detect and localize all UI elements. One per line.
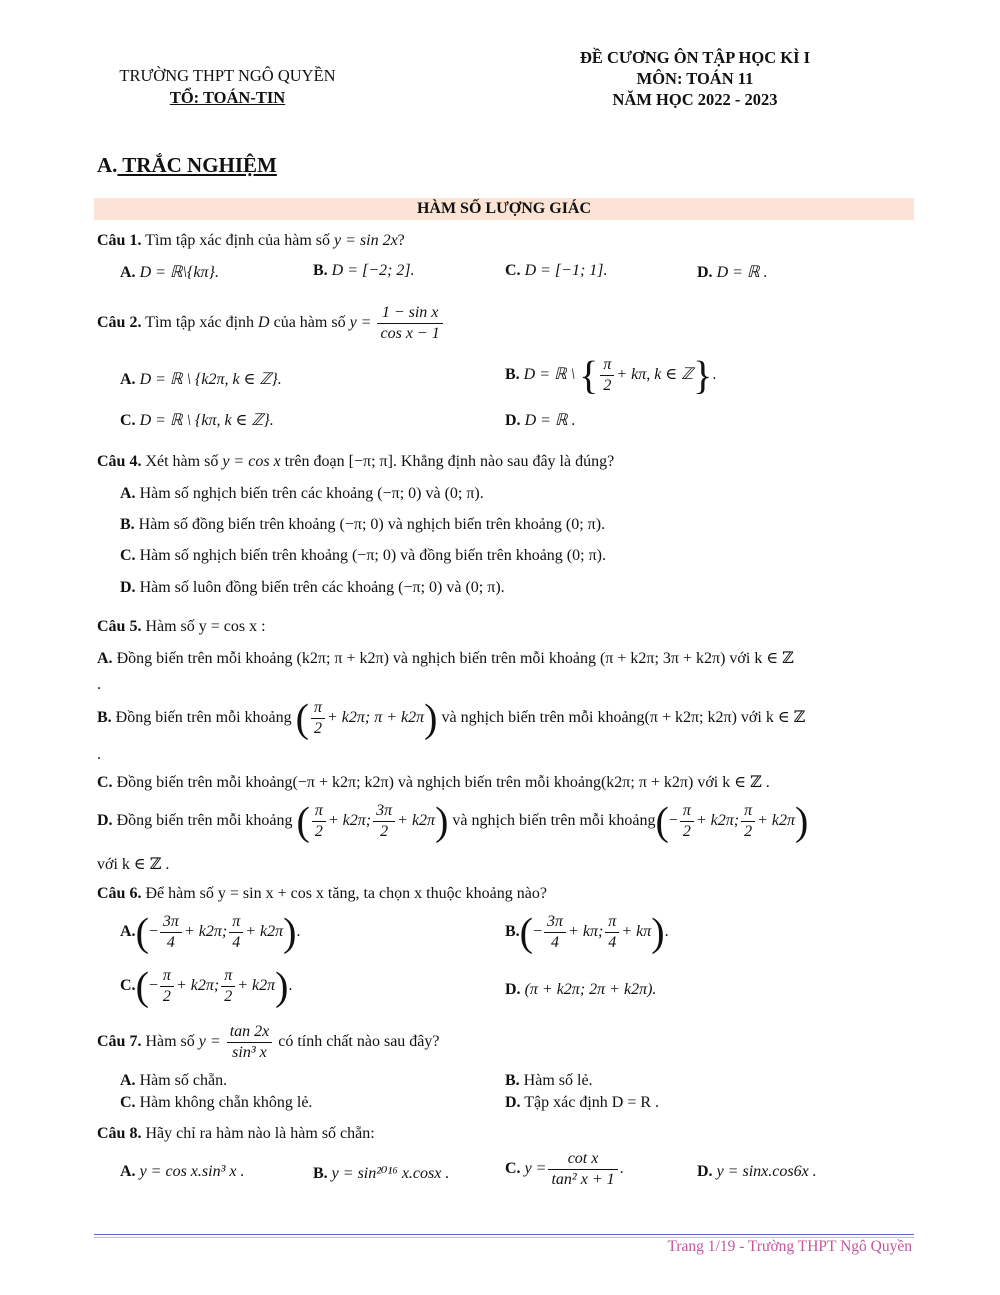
question-text: Tìm tập xác định của hàm số bbox=[141, 232, 334, 249]
option-label: B. bbox=[97, 709, 112, 727]
q2-option-b[interactable] bbox=[505, 352, 717, 398]
option-text: Đồng biến trên mỗi khoảng bbox=[111, 709, 296, 727]
fraction bbox=[311, 698, 325, 739]
topic-band bbox=[94, 198, 914, 220]
paren-close: ) bbox=[283, 909, 297, 955]
paren-close: ) bbox=[651, 909, 665, 955]
option-label: B. bbox=[313, 262, 328, 279]
question-text-3: Khẳng định nào sau đây là đúng? bbox=[396, 453, 615, 470]
option-label: C. bbox=[120, 412, 136, 429]
question-text-2: trên đoạn bbox=[280, 453, 349, 470]
q6-option-c[interactable]: C.(− $\frac{\pi}{2}$ + k2π; $\frac{\pi}{2}$ + k2π). bbox=[120, 963, 293, 1009]
option-formula: + kπ; bbox=[568, 923, 604, 941]
q2-option-d[interactable] bbox=[505, 410, 576, 430]
department-name: TỔ: TOÁN-TIN bbox=[169, 88, 286, 107]
denominator: tan² x + 1 bbox=[551, 1171, 615, 1188]
section-heading bbox=[97, 153, 277, 178]
option-label: D. bbox=[505, 1094, 521, 1111]
paren-open: ( bbox=[295, 695, 309, 741]
option-label: A. bbox=[120, 1163, 136, 1180]
subject-line: MÔN: TOÁN 11 bbox=[636, 69, 754, 88]
option-text: D = [−1; 1]. bbox=[524, 262, 608, 279]
q2-option-c[interactable] bbox=[120, 410, 274, 430]
denominator: 4 bbox=[166, 934, 175, 951]
option-text: y = cos x.sin³ x . bbox=[139, 1163, 245, 1180]
formula-lhs: y = bbox=[198, 1033, 221, 1051]
question-1 bbox=[97, 232, 405, 250]
question-text: Hàm số y = cos x : bbox=[141, 618, 266, 635]
question-text: Hàm số bbox=[141, 1033, 199, 1051]
option-text: D = ℝ \ {kπ, k ∈ ℤ}. bbox=[139, 412, 274, 429]
q5-option-b-dot bbox=[97, 746, 101, 764]
option-formula: + kπ bbox=[621, 923, 652, 941]
fraction bbox=[229, 912, 243, 953]
question-variable: D bbox=[258, 314, 270, 332]
question-text: Hãy chỉ ra hàm nào là hàm số chẵn: bbox=[141, 1125, 375, 1142]
option-text: y = sin²⁰¹⁶ x.cosx . bbox=[331, 1165, 450, 1182]
option-formula: + k2π; π + k2π bbox=[326, 709, 425, 727]
option-formula: + k2π; bbox=[175, 977, 220, 995]
q4-option-a[interactable] bbox=[120, 485, 484, 503]
option-text-2: + kπ, k ∈ ℤ bbox=[616, 366, 694, 384]
question-label: Câu 8. bbox=[97, 1125, 142, 1142]
option-label: D. bbox=[697, 1163, 713, 1180]
question-4 bbox=[97, 453, 614, 471]
question-formula: y = cos x bbox=[222, 453, 281, 470]
option-text: Hàm số đồng biến trên khoảng (−π; 0) và nghịch biến trên khoảng (0; π). bbox=[134, 516, 606, 533]
q1-option-c[interactable] bbox=[505, 262, 608, 280]
header-left bbox=[100, 65, 355, 109]
option-label: C. bbox=[505, 1160, 521, 1178]
numerator: π bbox=[680, 801, 694, 822]
footer-school: - Trường THPT Ngô Quyền bbox=[735, 1238, 912, 1255]
option-end: . bbox=[619, 1160, 624, 1178]
q2-option-a[interactable] bbox=[120, 369, 282, 389]
q1-option-b[interactable] bbox=[313, 262, 415, 280]
page-number: Trang 1/19 bbox=[667, 1238, 736, 1255]
numerator: 3π bbox=[544, 912, 566, 933]
option-text: Hàm không chẵn không lẻ. bbox=[135, 1094, 313, 1111]
option-label: A. bbox=[97, 650, 113, 667]
paren-open: ( bbox=[296, 798, 310, 844]
numerator: π bbox=[221, 966, 235, 987]
question-2 bbox=[97, 303, 445, 344]
paren-close: ) bbox=[424, 695, 438, 741]
option-text: y = sinx.cos6x . bbox=[716, 1163, 817, 1180]
denominator: 4 bbox=[232, 934, 241, 951]
fraction bbox=[312, 801, 326, 842]
fraction bbox=[741, 801, 755, 842]
option-formula: + k2π bbox=[245, 923, 284, 941]
paren-open: ( bbox=[135, 909, 149, 955]
option-label: A. bbox=[120, 485, 136, 502]
option-label: B. bbox=[313, 1165, 328, 1182]
question-6 bbox=[97, 885, 547, 903]
option-text-2: và nghịch biến trên mỗi khoảng bbox=[448, 812, 656, 830]
denominator: 2 bbox=[162, 988, 171, 1005]
question-text: Để hàm số y = sin x + cos x tăng, ta chọn x thuộc khoảng nào? bbox=[141, 885, 547, 902]
numerator: π bbox=[605, 912, 619, 933]
option-formula: + k2π bbox=[237, 977, 276, 995]
topic-title: HÀM SỐ LƯỢNG GIÁC bbox=[416, 200, 592, 217]
numerator: 3π bbox=[160, 912, 182, 933]
option-formula: + k2π bbox=[757, 812, 796, 830]
fraction bbox=[160, 966, 174, 1007]
q6-option-b[interactable]: B.(− $\frac{3\pi}{4}$ + kπ; $\frac{\pi}{4}$ + kπ). bbox=[505, 909, 669, 955]
brace-close: } bbox=[693, 352, 713, 398]
option-text: Hàm số nghịch biến trên khoảng (−π; 0) và đồng biến trên khoảng (0; π). bbox=[135, 547, 606, 564]
option-label: B. bbox=[120, 516, 135, 533]
option-text: D = ℝ \ bbox=[523, 366, 580, 384]
brace-open: { bbox=[579, 352, 599, 398]
question-label: Câu 2. bbox=[97, 314, 142, 332]
question-interval: [−π; π]. bbox=[348, 453, 397, 470]
option-text: Đồng biến trên mỗi khoảng(−π + k2π; k2π) và nghịch biến trên mỗi khoảng(k2π; π + k2π) với k ∈ ℤ . bbox=[112, 774, 770, 791]
q5-option-d[interactable]: D. Đồng biến trên mỗi khoảng ( $\frac{\pi}{2}$ + k2π; $\frac{3\pi}{2}$ + k2π) và nghịch biến trên mỗi khoảng(− $\frac{\pi}{2}$ + k2π; $\frac{\pi}{2}$ + k2π) bbox=[97, 798, 809, 844]
paren-close: ) bbox=[435, 798, 449, 844]
q7-option-c[interactable] bbox=[120, 1094, 312, 1112]
formula-lhs: y = bbox=[524, 1160, 547, 1178]
section-title: TRẮC NGHIỆM bbox=[117, 153, 277, 177]
option-label: D. bbox=[505, 412, 521, 429]
denominator: 2 bbox=[744, 823, 753, 840]
option-label: B. bbox=[505, 366, 520, 384]
q8-option-c[interactable] bbox=[505, 1149, 624, 1190]
question-5 bbox=[97, 618, 266, 636]
paren-open: ( bbox=[655, 798, 669, 844]
header-right bbox=[560, 47, 830, 110]
option-label: A. bbox=[120, 923, 136, 941]
q7-option-b[interactable] bbox=[505, 1072, 593, 1090]
school-year: NĂM HỌC 2022 - 2023 bbox=[612, 90, 778, 109]
fraction bbox=[680, 801, 694, 842]
option-text: Hàm số chẵn. bbox=[135, 1072, 228, 1089]
denominator: 2 bbox=[314, 823, 323, 840]
q1-option-d[interactable] bbox=[697, 262, 768, 282]
paren-close: ) bbox=[795, 798, 809, 844]
option-end: . bbox=[712, 366, 717, 384]
question-label: Câu 7. bbox=[97, 1033, 142, 1051]
option-text: Hàm số luôn đồng biến trên các khoảng (−π; 0) và (0; π). bbox=[135, 579, 505, 596]
numerator: π bbox=[160, 966, 174, 987]
question-end: ? bbox=[397, 232, 405, 249]
paren-close: ) bbox=[275, 963, 289, 1009]
paren-open: ( bbox=[135, 963, 149, 1009]
fraction bbox=[227, 1022, 273, 1063]
q4-option-d[interactable] bbox=[120, 579, 505, 597]
q8-option-d[interactable] bbox=[697, 1163, 817, 1181]
option-dot: . bbox=[97, 746, 101, 763]
fraction bbox=[221, 966, 235, 1007]
option-text: với k ∈ ℤ . bbox=[97, 856, 170, 873]
question-label: Câu 4. bbox=[97, 453, 142, 470]
fraction bbox=[373, 801, 395, 842]
option-text: Hàm số lẻ. bbox=[519, 1072, 593, 1089]
option-text: D = [−2; 2]. bbox=[331, 262, 415, 279]
denominator: cos x − 1 bbox=[380, 325, 440, 342]
q5-option-b[interactable] bbox=[97, 695, 806, 741]
q6-option-a[interactable]: A.(− $\frac{3\pi}{4}$ + k2π; $\frac{\pi}{4}$ + k2π). bbox=[120, 909, 301, 955]
option-text-2: và nghịch biến trên mỗi khoảng(π + k2π; k2π) với k ∈ ℤ bbox=[437, 709, 806, 727]
q5-option-d-end bbox=[97, 854, 169, 874]
formula-lhs: y = bbox=[349, 314, 372, 332]
option-text: D = ℝ\{kπ}. bbox=[139, 264, 219, 281]
numerator: π bbox=[229, 912, 243, 933]
denominator: 2 bbox=[224, 988, 233, 1005]
fraction bbox=[548, 1149, 617, 1190]
option-formula: + k2π; bbox=[327, 812, 372, 830]
option-dot: . bbox=[97, 676, 101, 693]
q8-option-a[interactable] bbox=[120, 1163, 244, 1181]
school-name: TRƯỜNG THPT NGÔ QUYỀN bbox=[119, 66, 336, 85]
question-label: Câu 6. bbox=[97, 885, 142, 902]
q5-option-a-dot bbox=[97, 676, 101, 694]
option-label: B. bbox=[505, 923, 520, 941]
option-formula: + k2π; bbox=[695, 812, 740, 830]
page-footer bbox=[667, 1238, 912, 1256]
option-label: A. bbox=[120, 371, 136, 388]
question-formula: y = sin 2x bbox=[334, 232, 398, 249]
option-formula: + k2π; bbox=[183, 923, 228, 941]
numerator: cot x bbox=[548, 1149, 617, 1170]
option-label: C. bbox=[120, 1094, 136, 1111]
option-text: Hàm số nghịch biến trên các khoảng (−π; 0) và (0; π). bbox=[135, 485, 484, 502]
question-text-2: có tính chất nào sau đây? bbox=[274, 1033, 440, 1051]
numerator: 1 − sin x bbox=[377, 303, 442, 324]
question-label: Câu 5. bbox=[97, 618, 142, 635]
q6-option-d[interactable] bbox=[505, 981, 656, 999]
option-text: D = ℝ . bbox=[716, 264, 768, 281]
question-text-2: của hàm số bbox=[269, 314, 350, 332]
denominator: 2 bbox=[682, 823, 691, 840]
question-8 bbox=[97, 1125, 375, 1143]
numerator: π bbox=[600, 355, 614, 376]
q5-option-c[interactable] bbox=[97, 772, 770, 792]
denominator: 2 bbox=[313, 720, 322, 737]
option-label: C. bbox=[120, 547, 136, 564]
q1-option-a[interactable] bbox=[120, 262, 219, 282]
option-label: A. bbox=[120, 1072, 136, 1089]
question-7 bbox=[97, 1022, 440, 1063]
paren-open: ( bbox=[519, 909, 533, 955]
question-text: Tìm tập xác định bbox=[141, 314, 259, 332]
option-label: C. bbox=[505, 262, 521, 279]
fraction bbox=[160, 912, 182, 953]
numerator: tan 2x bbox=[227, 1022, 273, 1043]
denominator: sin³ x bbox=[232, 1044, 267, 1061]
option-text: D = ℝ \ {k2π, k ∈ ℤ}. bbox=[139, 371, 282, 388]
q7-option-d[interactable] bbox=[505, 1094, 659, 1112]
q7-option-a[interactable] bbox=[120, 1072, 227, 1090]
section-letter: A. bbox=[97, 153, 118, 177]
option-text: Đồng biến trên mỗi khoảng bbox=[112, 812, 297, 830]
numerator: π bbox=[311, 698, 325, 719]
denominator: 2 bbox=[380, 823, 389, 840]
fraction bbox=[377, 303, 442, 344]
q4-option-b[interactable] bbox=[120, 516, 605, 534]
denominator: 2 bbox=[603, 377, 612, 394]
option-text: Đồng biến trên mỗi khoảng (k2π; π + k2π) và nghịch biến trên mỗi khoảng (π + k2π; 3π + k2π) với k ∈ ℤ bbox=[112, 650, 794, 667]
option-label: A. bbox=[120, 264, 136, 281]
option-label: C. bbox=[120, 977, 136, 995]
option-label: D. bbox=[505, 981, 521, 998]
denominator: 4 bbox=[608, 934, 617, 951]
option-text: D = ℝ . bbox=[524, 412, 576, 429]
option-text: (π + k2π; 2π + k2π). bbox=[524, 981, 657, 998]
fraction bbox=[544, 912, 566, 953]
q8-option-b[interactable] bbox=[313, 1163, 449, 1183]
numerator: π bbox=[741, 801, 755, 822]
document-title: ĐỀ CƯƠNG ÔN TẬP HỌC KÌ I bbox=[579, 48, 811, 67]
footer-divider bbox=[94, 1234, 914, 1235]
option-label: D. bbox=[697, 264, 713, 281]
numerator: 3π bbox=[373, 801, 395, 822]
q4-option-c[interactable] bbox=[120, 547, 606, 565]
fraction bbox=[605, 912, 619, 953]
denominator: 4 bbox=[551, 934, 560, 951]
question-label: Câu 1. bbox=[97, 232, 142, 249]
question-text: Xét hàm số bbox=[141, 453, 223, 470]
option-label: D. bbox=[97, 812, 113, 830]
option-label: B. bbox=[505, 1072, 520, 1089]
option-label: C. bbox=[97, 774, 113, 791]
option-label: D. bbox=[120, 579, 136, 596]
numerator: π bbox=[312, 801, 326, 822]
fraction bbox=[600, 355, 614, 396]
option-formula: + k2π bbox=[397, 812, 436, 830]
q5-option-a[interactable] bbox=[97, 648, 794, 668]
option-text: Tập xác định D = R . bbox=[520, 1094, 660, 1111]
